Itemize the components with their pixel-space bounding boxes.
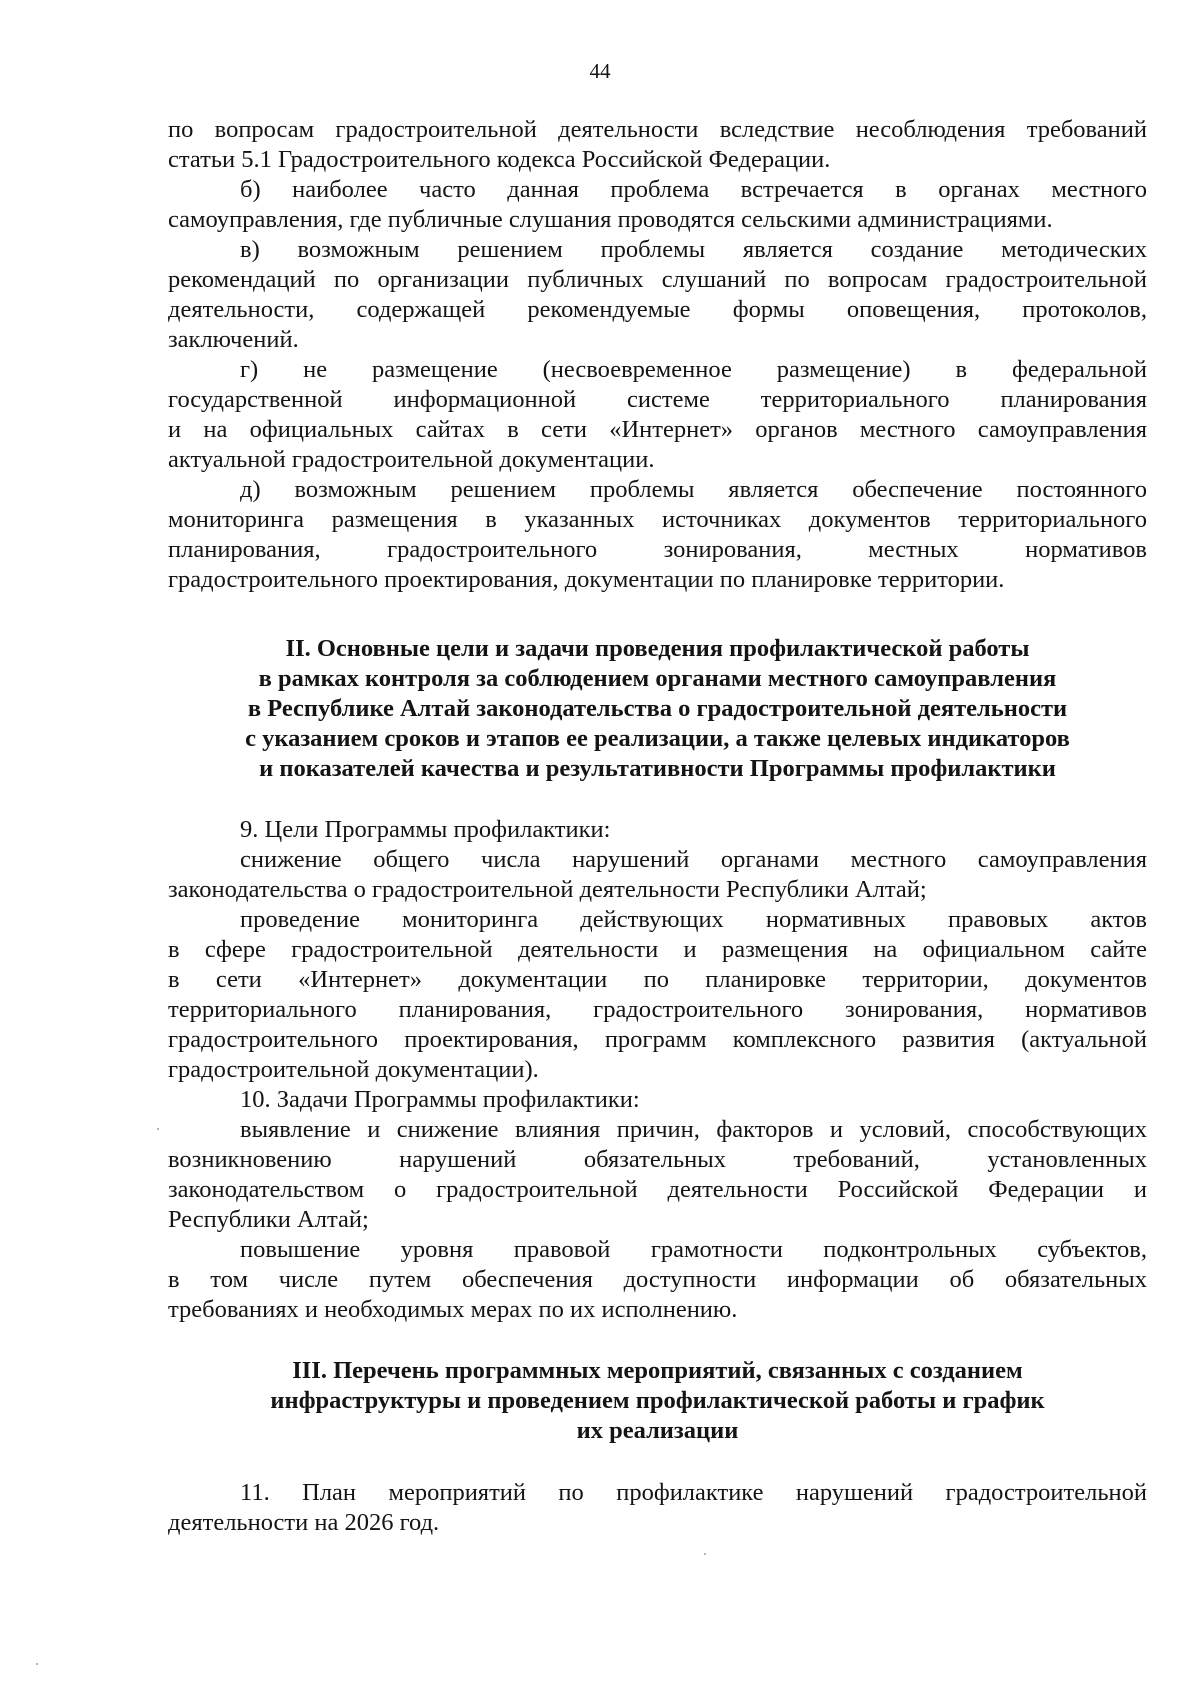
goal-line: снижение общего числа нарушений органами местного самоуправления <box>240 846 1147 873</box>
scan-speck <box>704 1553 706 1555</box>
intro-text-block <box>168 115 1147 595</box>
heading-line: с указанием сроков и этапов ее реализации, а также целевых индикаторов <box>245 725 1070 752</box>
item-11-line: 11. План мероприятий по профилактике нарушений градостроительной <box>240 1479 1147 1506</box>
paragraph-line: самоуправления, где публичные слушания проводятся сельскими администрациями. <box>168 206 1053 233</box>
item-9-title: 9. Цели Программы профилактики: <box>240 816 611 843</box>
paragraph-line: актуальной градостроительной документации. <box>168 446 655 473</box>
scan-speck <box>157 1128 159 1130</box>
section-3-text-block <box>168 1478 1147 1538</box>
paragraph-line: мониторинга размещения в указанных источниках документов территориального <box>168 506 1147 533</box>
paragraph-line: заключений. <box>168 326 299 353</box>
heading-line: в рамках контроля за соблюдением органами местного самоуправления <box>258 665 1057 692</box>
paragraph-line: Республики Алтай; <box>168 1206 369 1233</box>
paragraph-line: территориального планирования, градостроительного зонирования, нормативов <box>168 996 1147 1023</box>
item-v-line: в) возможным решением проблемы является создание методических <box>240 236 1147 263</box>
paragraph-line: градостроительной документации). <box>168 1056 539 1083</box>
paragraph-line: государственной информационной системе территориального планирования <box>168 386 1147 413</box>
section-3-heading <box>168 1356 1147 1446</box>
section-2-text-block <box>168 815 1147 1325</box>
item-g-line: г) не размещение (несвоевременное размещение) в федеральной <box>240 356 1147 383</box>
paragraph-line: требованиях и необходимых мерах по их исполнению. <box>168 1296 738 1323</box>
paragraph-line: и на официальных сайтах в сети «Интернет» органов местного самоуправления <box>168 416 1147 443</box>
page-number: 44 <box>589 59 611 83</box>
goal-line: проведение мониторинга действующих нормативных правовых актов <box>240 906 1147 933</box>
paragraph-line: деятельности, содержащей рекомендуемые формы оповещения, протоколов, <box>168 296 1147 323</box>
task-line: выявление и снижение влияния причин, факторов и условий, способствующих <box>240 1116 1147 1143</box>
heading-line: III. Перечень программных мероприятий, связанных с созданием <box>292 1357 1023 1384</box>
section-2-heading <box>168 634 1147 784</box>
heading-line: в Республике Алтай законодательства о градостроительной деятельности <box>247 695 1068 722</box>
paragraph-line: градостроительного проектирования, документации по планировке территории. <box>168 566 1005 593</box>
paragraph-line: градостроительного проектирования, программ комплексного развития (актуальной <box>168 1026 1147 1053</box>
paragraph-line: деятельности на 2026 год. <box>168 1509 440 1536</box>
paragraph-line: законодательства о градостроительной деятельности Республики Алтай; <box>168 876 927 903</box>
heading-line: их реализации <box>576 1417 739 1444</box>
heading-line: и показателей качества и результативности Программы профилактики <box>259 755 1056 782</box>
item-d-line: д) возможным решением проблемы является обеспечение постоянного <box>240 476 1147 503</box>
paragraph-line: планирования, градостроительного зонирования, местных нормативов <box>168 536 1147 563</box>
item-b-line: б) наиболее часто данная проблема встречается в органах местного <box>240 176 1147 203</box>
paragraph-line: в сети «Интернет» документации по планировке территории, документов <box>168 966 1147 993</box>
paragraph-line: по вопросам градостроительной деятельности вследствие несоблюдения требований <box>168 116 1147 143</box>
paragraph-line: в сфере градостроительной деятельности и размещения на официальном сайте <box>168 936 1147 963</box>
paragraph-line: в том числе путем обеспечения доступности информации об обязательных <box>168 1266 1147 1293</box>
paragraph-line: статьи 5.1 Градостроительного кодекса Российской Федерации. <box>168 146 831 173</box>
heading-line: инфраструктуры и проведением профилактической работы и график <box>270 1387 1045 1414</box>
paragraph-line: возникновению нарушений обязательных требований, установленных <box>168 1146 1147 1173</box>
scan-speck <box>36 1663 38 1665</box>
task-line: повышение уровня правовой грамотности подконтрольных субъектов, <box>240 1236 1147 1263</box>
paragraph-line: законодательством о градостроительной деятельности Российской Федерации и <box>168 1176 1147 1203</box>
item-10-title: 10. Задачи Программы профилактики: <box>240 1086 640 1113</box>
heading-line: II. Основные цели и задачи проведения профилактической работы <box>285 635 1030 662</box>
paragraph-line: рекомендаций по организации публичных слушаний по вопросам градостроительной <box>168 266 1147 293</box>
